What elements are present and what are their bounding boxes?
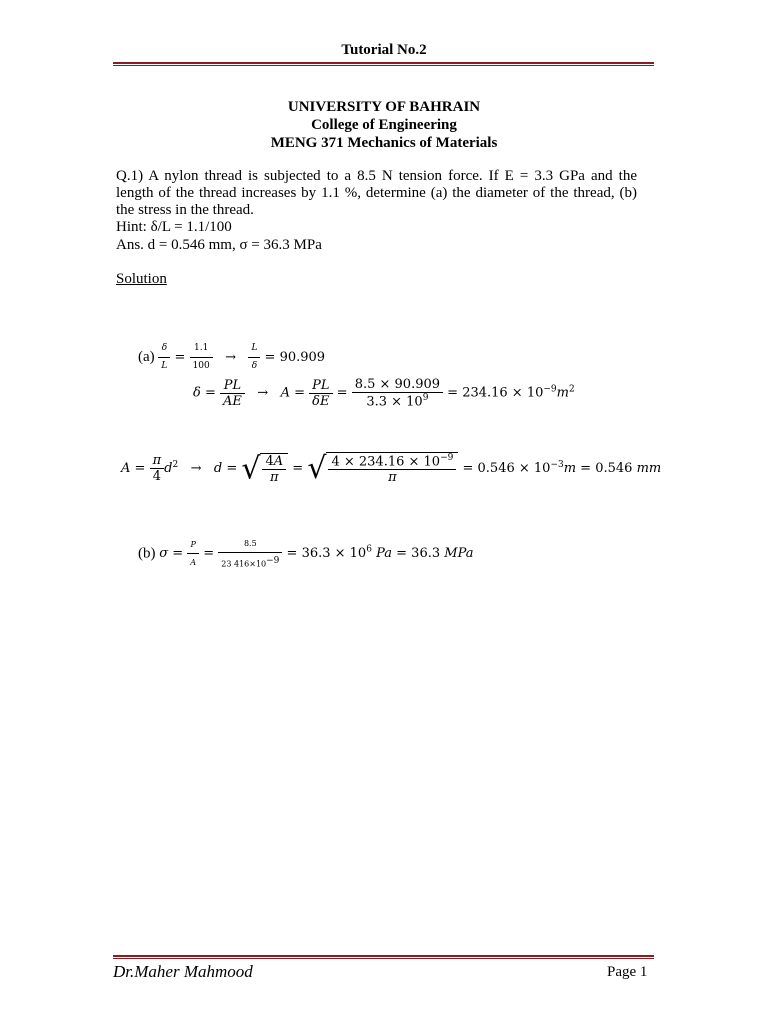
eq-a-line2: δ = $\frac{PL}{AE}$ → A = $\frac{PL}{\delta E}$ = $\frac{8.5 \times 90.909}{3.3 \times 10^9}$ = $234.16 \times 10^{-9}m^2$ (193, 377, 575, 410)
header-title: Tutorial No.2 (341, 42, 427, 58)
part-a-label: (a) (138, 349, 155, 365)
header-rule-top (113, 62, 654, 64)
footer-rule-top (113, 955, 654, 957)
hint-text: Hint: δ/L = 1.1/100 (116, 219, 232, 235)
college-name: College of Engineering (311, 117, 457, 133)
page-number: Page 1 (607, 964, 648, 980)
part-b-label: (b) (138, 545, 156, 562)
answer-text: Ans. d = 0.546 mm, σ = 36.3 MPa (116, 237, 322, 253)
eq-a-line1: (a) $\frac{\delta}{L}$ = $\frac{1.1}{100}$ → $\frac{L}{\delta}$ = 90.909 (138, 340, 325, 375)
question-text: Q.1) A nylon thread is subjected to a 8.5 N tension force. If E = 3.3 GPa and the length of the thread increases by 1.1 %, determine (a) the diameter of the thread, (b) the stress in the thread. (116, 168, 637, 218)
header-rule-bottom (113, 65, 654, 66)
university-name: UNIVERSITY OF BAHRAIN (287, 99, 481, 115)
solution-heading: Solution (116, 271, 167, 287)
footer-rule-bottom (113, 958, 654, 959)
eq-b: (b) σ = $\frac{P}{A}$ = $\frac{8.5}{23 416\times 10^{-9}}$ = $36.3 \times 10^6$ Pa = 36.3 MPa (138, 535, 474, 573)
eq-a-line3: A = $\frac{\pi}{4}$ $d^2 \to d$ = √ $\frac{4A}{\pi}$ = √ $\frac{4 \times 234.16 \times 10^{-9}}{\pi}$ = $0.546 \times 10^{-3}m = 0.546$ mm (121, 451, 662, 487)
author-name: Dr.Maher Mahmood (113, 962, 253, 981)
course-name: MENG 371 Mechanics of Materials (270, 135, 498, 151)
